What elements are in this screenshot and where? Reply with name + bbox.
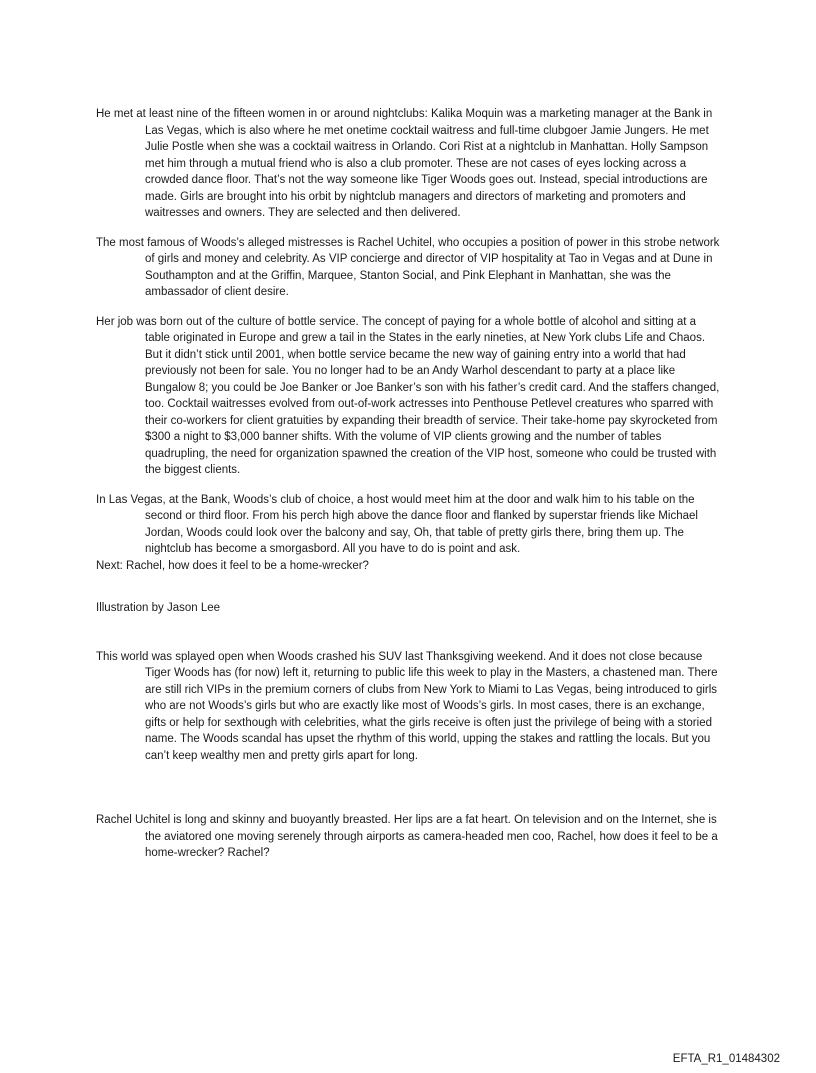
paragraph-rachel-uchitel-famous: The most famous of Woods’s alleged mistresses is Rachel Uchitel, who occupies a position of power in this strobe network of girls and money and celebrity. As VIP concierge and director of VIP hospitality at Tao in Vegas and at Dune in Southampton and at the Griffin, Marquee, Stanton Social, and Pink Elephant in Manhattan, she was the ambassador of client desire. [96, 236, 720, 298]
paragraph-world-splayed-open: This world was splayed open when Woods crashed his SUV last Thanksgiving weekend. And it does not close because Tiger Woods has (for now) left it, returning to public life this week to play in the Masters, a chastened man. There are still rich VIPs in the premium corners of clubs from New York to Miami to Las Vegas, being introduced to girls who are not Woods’s girls but who are exactly like most of Woods’s girls. In most cases, there is an exchange, gifts or help for sexthough with celebrities, what the girls receive is often just the privilege of being with a storied name. The Woods scandal has upset the rhythm of this world, upping the stakes and rattling the locals. But you can’t keep wealthy men and pretty girls apart for long. [96, 650, 718, 762]
document-code: EFTA_R1_01484302 [672, 1053, 780, 1065]
paragraph-las-vegas-bank: In Las Vegas, at the Bank, Woods’s club of choice, a host would meet him at the door and walk him to his table on the second or third floor. From his perch high above the dance floor and flanked by superstar friends like Michael Jordan, Woods could look over the balcony and say, Oh, that table of pretty girls there, bring them up. The nightclub has become a smorgasbord. All you have to do is point and ask. [96, 493, 698, 555]
paragraph-bottle-service: Her job was born out of the culture of bottle service. The concept of paying for a whole bottle of alcohol and sitting at a table originated in Europe and grew a tail in the States in the early nineties, at New York clubs Life and Chaos. But it didn’t stick until 2001, when bottle service became the new way of gaining entry into a world that had previously not been for sale. You no longer had to be an Andy Warhol descendant to party at a place like Bungalow 8; you could be Joe Banker or Joe Banker’s son with his father’s credit card. And the staffers changed, too. Cocktail waitresses evolved from out-of-work actresses into Penthouse Petlevel creatures who sparred with their co-workers for client gratuities by expanding their breadth of service. Their take-home pay skyrocketed from $300 a night to $3,000 banner shifts. With the volume of VIP clients growing and the number of tables quadrupling, the need for organization spawned the creation of the VIP host, someone who could be trusted with the biggest clients. [96, 315, 720, 476]
document-page [96, 106, 720, 875]
paragraph-nightclubs-intro: He met at least nine of the fifteen women in or around nightclubs: Kalika Moquin was a marketing manager at the Bank in Las Vegas, which is also where he met onetime cocktail waitress and full-time clubgoer Jamie Jungers. He met Julie Postle when she was a cocktail waitress in Orlando. Cori Rist at a nightclub in Manhattan. Holly Sampson met him through a mutual friend who is also a club promoter. These are not cases of eyes locking across a crowded dance floor. That’s not the way someone like Tiger Woods goes out. Instead, special introductions are made. Girls are brought into his orbit by nightclub managers and directors of marketing and promoters and waitresses and owners. They are selected and then delivered. [96, 108, 713, 219]
illustration-credit: Illustration by Jason Lee [96, 602, 221, 614]
paragraph-rachel-description: Rachel Uchitel is long and skinny and buoyantly breasted. Her lips are a fat heart. On television and on the Internet, she is the aviatored one moving serenely through airports as camera-headed men coo, Rachel, how does it feel to be a home-wrecker? Rachel? [96, 814, 718, 859]
line-next-teaser: Next: Rachel, how does it feel to be a home-wrecker? [96, 559, 369, 572]
